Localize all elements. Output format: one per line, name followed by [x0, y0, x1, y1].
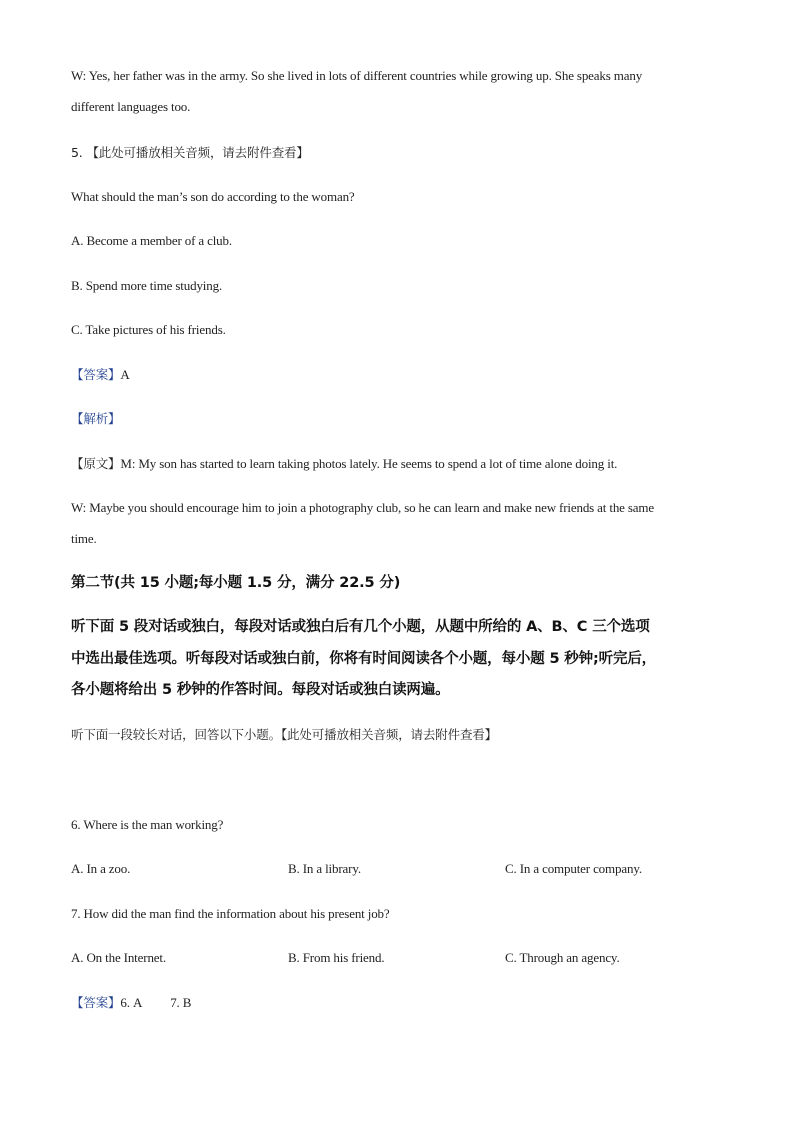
q5-option-c: C. Take pictures of his friends. — [71, 322, 226, 337]
q5-answer — [71, 367, 130, 383]
section2-instructions-2: 中选出最佳选项。听每段对话或独白前，你将有时间阅读各个小题，每小题 5 秒钟;听完后， — [71, 651, 657, 667]
q5-original — [71, 456, 617, 472]
answers-6-7 — [71, 995, 191, 1011]
q5-header: 5. 【此处可播放相关音频，请去附件查看】 — [71, 145, 309, 160]
q7-question: 7. How did the man find the information about his present job? — [71, 906, 390, 921]
q4-dialogue-line2: different languages too. — [71, 99, 191, 114]
answer-value: A — [120, 367, 130, 382]
q5-woman-line1: W: Maybe you should encourage him to join a photography club, so he can learn and make new friends at the same — [71, 500, 655, 515]
original-label: 【原文】 — [71, 456, 121, 471]
answer-7: 7. B — [170, 995, 192, 1010]
original-text: M: My son has started to learn taking photos lately. He seems to spend a lot of time alone doing it. — [120, 456, 618, 471]
q6-option-b: B. In a library. — [288, 861, 361, 876]
answer-label: 【答案】 — [71, 367, 121, 382]
listen-note: 听下面一段较长对话，回答以下小题。【此处可播放相关音频，请去附件查看】 — [71, 727, 498, 742]
analysis-label: 【解析】 — [71, 411, 121, 426]
q5-analysis — [71, 411, 120, 427]
answer-label: 【答案】 — [71, 995, 121, 1010]
q4-dialogue-line1: W: Yes, her father was in the army. So she lived in lots of different countries while growing up. She speaks many — [71, 68, 643, 83]
q6-question: 6. Where is the man working? — [71, 817, 224, 832]
section2-heading: 第二节(共 15 小题;每小题 1.5 分，满分 22.5 分) — [71, 575, 401, 591]
q5-woman-line2: time. — [71, 531, 97, 546]
q5-question: What should the man’s son do according to the woman? — [71, 189, 355, 204]
q7-option-b: B. From his friend. — [288, 950, 385, 965]
section2-instructions-3: 各小题将给出 5 秒钟的作答时间。每段对话或独白读两遍。 — [71, 682, 450, 698]
q5-option-b: B. Spend more time studying. — [71, 278, 223, 293]
section2-instructions-1: 听下面 5 段对话或独白，每段对话或独白后有几个小题，从题中所给的 A、B、C 三个选项 — [71, 619, 650, 635]
q5-option-a: A. Become a member of a club. — [71, 233, 232, 248]
q7-option-c: C. Through an agency. — [505, 950, 620, 965]
q7-option-a: A. On the Internet. — [71, 950, 166, 965]
q6-option-a: A. In a zoo. — [71, 861, 131, 876]
answer-6: 6. A — [120, 995, 143, 1010]
q6-option-c: C. In a computer company. — [505, 861, 642, 876]
